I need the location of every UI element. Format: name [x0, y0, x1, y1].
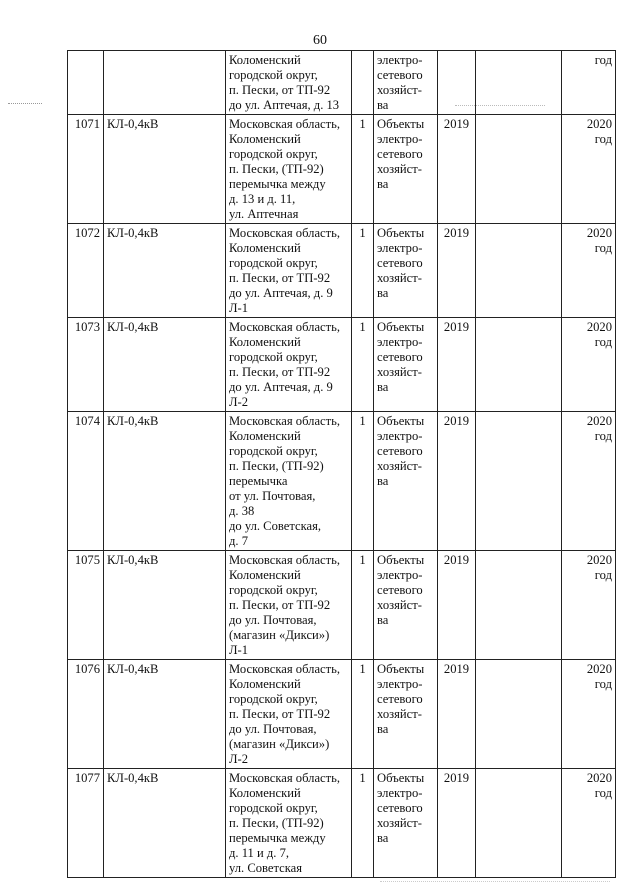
cell-line: хозяйст-	[377, 707, 422, 721]
cell-line: год	[594, 241, 612, 255]
cell-type	[374, 318, 438, 412]
cell-location	[226, 660, 352, 769]
cell-location	[226, 51, 352, 115]
cell-line: сетевого	[377, 147, 423, 161]
cell-line: ва	[377, 380, 389, 394]
cell-empty	[476, 51, 562, 115]
cell-line: сетевого	[377, 444, 423, 458]
cell-type	[374, 660, 438, 769]
cell-line: хозяйст-	[377, 271, 422, 285]
cell-line: Объекты	[377, 662, 425, 676]
cell-line: Объекты	[377, 320, 425, 334]
cell-year-end	[562, 115, 616, 224]
cell-line: до ул. Советская,	[229, 519, 322, 533]
cell-name: КЛ-0,4кВ	[104, 318, 226, 412]
cell-line: 2020	[586, 662, 612, 676]
cell-year-start	[438, 51, 476, 115]
cell-type	[374, 224, 438, 318]
cell-qty: 1	[352, 224, 374, 318]
scan-artifact	[380, 881, 610, 883]
cell-line: п. Пески, от ТП-92	[229, 598, 331, 612]
cell-line: Л-1	[229, 643, 249, 657]
cell-empty	[476, 115, 562, 224]
cell-line: п. Пески, от ТП-92	[229, 707, 331, 721]
cell-line: Коломенский	[229, 241, 301, 255]
cell-line: Л-2	[229, 752, 249, 766]
cell-empty	[476, 769, 562, 878]
cell-line: сетевого	[377, 583, 423, 597]
cell-line: ул. Советская	[229, 861, 303, 875]
cell-line: п. Пески, от ТП-92	[229, 271, 331, 285]
cell-type	[374, 412, 438, 551]
cell-line: 2020	[586, 553, 612, 567]
cell-line: до ул. Аптечая, д. 9	[229, 380, 333, 394]
cell-location	[226, 412, 352, 551]
cell-line: 2020	[586, 771, 612, 785]
cell-line: Московская область,	[229, 662, 341, 676]
cell-line: хозяйст-	[377, 459, 422, 473]
cell-line: 2020	[586, 414, 612, 428]
cell-line: сетевого	[377, 692, 423, 706]
cell-line: п. Пески, (ТП-92)	[229, 162, 324, 176]
table-row	[68, 660, 616, 769]
cell-line: д. 38	[229, 504, 255, 518]
cell-location	[226, 318, 352, 412]
cell-type	[374, 115, 438, 224]
cell-year-start: 2019	[438, 115, 476, 224]
cell-line: Московская область,	[229, 414, 341, 428]
page-number: 60	[313, 33, 327, 48]
cell-year-start: 2019	[438, 412, 476, 551]
cell-year-end	[562, 51, 616, 115]
cell-year-start: 2019	[438, 769, 476, 878]
cell-line: городской округ,	[229, 68, 318, 82]
cell-name: КЛ-0,4кВ	[104, 769, 226, 878]
cell-line: д. 11 и д. 7,	[229, 846, 290, 860]
cell-line: 2020	[586, 226, 612, 240]
table-row	[68, 224, 616, 318]
cell-line: Л-2	[229, 395, 249, 409]
cell-name: КЛ-0,4кВ	[104, 551, 226, 660]
cell-line: электро-	[377, 429, 423, 443]
cell-type	[374, 551, 438, 660]
cell-line: ва	[377, 474, 389, 488]
cell-qty: 1	[352, 769, 374, 878]
cell-line: Московская область,	[229, 117, 341, 131]
table-row	[68, 769, 616, 878]
cell-line: сетевого	[377, 256, 423, 270]
cell-num: 1072	[68, 224, 104, 318]
cell-qty: 1	[352, 318, 374, 412]
cell-line: Коломенский	[229, 568, 301, 582]
cell-year-end	[562, 412, 616, 551]
cell-line: Московская область,	[229, 320, 341, 334]
cell-line: городской округ,	[229, 692, 318, 706]
cell-name: КЛ-0,4кВ	[104, 412, 226, 551]
cell-line: Коломенский	[229, 786, 301, 800]
cell-year-start: 2019	[438, 660, 476, 769]
table-row	[68, 412, 616, 551]
cell-line: ва	[377, 722, 389, 736]
cell-line: Объекты	[377, 414, 425, 428]
cell-line: (магазин «Дикси»)	[229, 737, 330, 751]
cell-line: ва	[377, 286, 389, 300]
cell-num: 1076	[68, 660, 104, 769]
cell-line: ва	[377, 177, 389, 191]
cell-line: Объекты	[377, 771, 425, 785]
cell-line: электро-	[377, 786, 423, 800]
cell-line: хозяйст-	[377, 83, 422, 97]
cell-line: хозяйст-	[377, 365, 422, 379]
cell-line: электро-	[377, 53, 423, 67]
cell-line: сетевого	[377, 801, 423, 815]
cell-line: до ул. Почтовая,	[229, 613, 317, 627]
cell-num: 1075	[68, 551, 104, 660]
cell-line: Коломенский	[229, 335, 301, 349]
cell-line: до ул. Аптечая, д. 13	[229, 98, 340, 112]
cell-line: Московская область,	[229, 226, 341, 240]
cell-year-end	[562, 660, 616, 769]
cell-qty	[352, 51, 374, 115]
cell-qty: 1	[352, 115, 374, 224]
cell-line: до ул. Почтовая,	[229, 722, 317, 736]
cell-line: Московская область,	[229, 553, 341, 567]
cell-empty	[476, 551, 562, 660]
cell-name: КЛ-0,4кВ	[104, 660, 226, 769]
continuation-row	[68, 51, 616, 115]
cell-line: Объекты	[377, 226, 425, 240]
cell-line: п. Пески, (ТП-92)	[229, 816, 324, 830]
cell-year-end	[562, 318, 616, 412]
cell-line: ва	[377, 98, 389, 112]
cell-empty	[476, 224, 562, 318]
cell-line: ва	[377, 831, 389, 845]
cell-line: электро-	[377, 132, 423, 146]
cell-line: (магазин «Дикси»)	[229, 628, 330, 642]
cell-year-end	[562, 224, 616, 318]
cell-name	[104, 51, 226, 115]
cell-line: перемычка между	[229, 177, 326, 191]
cell-qty: 1	[352, 551, 374, 660]
cell-line: Коломенский	[229, 429, 301, 443]
cell-line: д. 13 и д. 11,	[229, 192, 296, 206]
cell-year-start: 2019	[438, 224, 476, 318]
cell-line: год	[594, 786, 612, 800]
cell-year-end	[562, 551, 616, 660]
table-row	[68, 318, 616, 412]
cell-line: ул. Аптечная	[229, 207, 299, 221]
cell-name: КЛ-0,4кВ	[104, 224, 226, 318]
cell-line: электро-	[377, 335, 423, 349]
cell-line: год	[594, 429, 612, 443]
cell-line: Коломенский	[229, 132, 301, 146]
cell-line: от ул. Почтовая,	[229, 489, 316, 503]
cell-line: городской округ,	[229, 801, 318, 815]
cell-type	[374, 51, 438, 115]
cell-location	[226, 769, 352, 878]
cell-line: ва	[377, 613, 389, 627]
cell-line: перемычка	[229, 474, 288, 488]
cell-line: Коломенский	[229, 677, 301, 691]
cell-location	[226, 551, 352, 660]
cell-location	[226, 115, 352, 224]
table-row	[68, 551, 616, 660]
cell-year-start: 2019	[438, 551, 476, 660]
cell-line: год	[594, 677, 612, 691]
cell-num: 1077	[68, 769, 104, 878]
cell-line: хозяйст-	[377, 162, 422, 176]
table-row	[68, 115, 616, 224]
cell-qty: 1	[352, 412, 374, 551]
cell-line: сетевого	[377, 350, 423, 364]
registry-body	[68, 51, 616, 878]
cell-num	[68, 51, 104, 115]
cell-qty: 1	[352, 660, 374, 769]
cell-line: городской округ,	[229, 583, 318, 597]
cell-empty	[476, 318, 562, 412]
cell-line: городской округ,	[229, 256, 318, 270]
cell-line: 2020	[586, 117, 612, 131]
cell-name: КЛ-0,4кВ	[104, 115, 226, 224]
cell-num: 1071	[68, 115, 104, 224]
cell-line: Объекты	[377, 117, 425, 131]
cell-line: электро-	[377, 241, 423, 255]
registry-table	[67, 50, 616, 878]
cell-line: электро-	[377, 568, 423, 582]
cell-line: п. Пески, (ТП-92)	[229, 459, 324, 473]
cell-line: хозяйст-	[377, 598, 422, 612]
cell-num: 1073	[68, 318, 104, 412]
scan-artifact	[8, 103, 42, 105]
cell-line: год	[594, 132, 612, 146]
cell-line: п. Пески, от ТП-92	[229, 83, 331, 97]
cell-empty	[476, 660, 562, 769]
cell-line: городской округ,	[229, 444, 318, 458]
cell-line: 2020	[586, 320, 612, 334]
cell-line: Московская область,	[229, 771, 341, 785]
cell-num: 1074	[68, 412, 104, 551]
cell-line: городской округ,	[229, 147, 318, 161]
cell-type	[374, 769, 438, 878]
cell-line: перемычка между	[229, 831, 326, 845]
cell-line: год	[594, 53, 612, 67]
cell-empty	[476, 412, 562, 551]
cell-line: сетевого	[377, 68, 423, 82]
cell-year-end	[562, 769, 616, 878]
cell-line: электро-	[377, 677, 423, 691]
cell-line: до ул. Аптечая, д. 9	[229, 286, 333, 300]
cell-location	[226, 224, 352, 318]
cell-line: Объекты	[377, 553, 425, 567]
cell-line: год	[594, 568, 612, 582]
cell-line: Коломенский	[229, 53, 301, 67]
cell-line: Л-1	[229, 301, 249, 315]
cell-line: хозяйст-	[377, 816, 422, 830]
cell-line: год	[594, 335, 612, 349]
cell-line: п. Пески, от ТП-92	[229, 365, 331, 379]
cell-line: городской округ,	[229, 350, 318, 364]
cell-line: д. 7	[229, 534, 249, 548]
cell-year-start: 2019	[438, 318, 476, 412]
